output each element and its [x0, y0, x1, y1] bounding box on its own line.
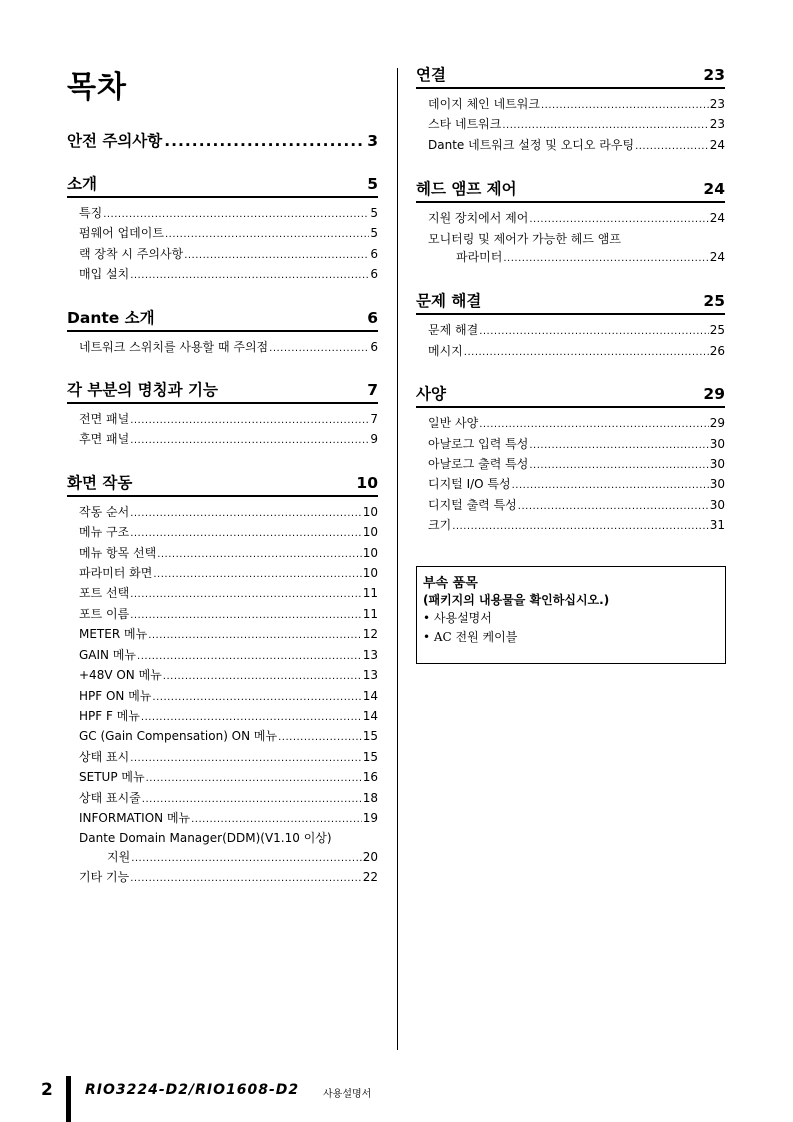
accessories-title: 부속 품목 [423, 576, 478, 591]
toc-entry-label: 전면 패널 [79, 412, 130, 427]
leader-dots [157, 546, 362, 564]
section-page: 5 [367, 175, 378, 193]
section-headamp [416, 178, 725, 268]
toc-entry[interactable] [67, 544, 378, 564]
toc-entry-page: 30 [709, 457, 725, 472]
toc-entry-page: 15 [362, 749, 378, 764]
toc-entry-page: 22 [362, 870, 378, 885]
toc-entry[interactable] [416, 455, 725, 475]
toc-entry-label: 작동 순서 [79, 504, 130, 519]
leader-dots [130, 870, 362, 888]
toc-entry[interactable] [67, 265, 378, 285]
toc-entry[interactable] [67, 523, 378, 543]
toc-entry-label: 상태 표시줄 [79, 790, 141, 805]
page-number: 2 [41, 1080, 53, 1100]
section-intro [67, 173, 378, 286]
toc-entry-page: 6 [370, 246, 378, 261]
section-page: 24 [703, 180, 725, 199]
toc-entry-label: SETUP 메뉴 [79, 770, 145, 785]
toc-entry[interactable] [67, 687, 378, 707]
page-title: 목차 [67, 70, 127, 105]
toc-entry-line1[interactable] [416, 230, 725, 248]
toc-entry-label: Dante 네트워크 설정 및 오디오 라우팅 [428, 137, 635, 152]
leader-dots [184, 247, 369, 265]
leader-dots [191, 811, 362, 829]
toc-entry-label: 모니터링 및 제어가 가능한 헤드 앰프 [428, 231, 621, 246]
toc-entry-page: 18 [362, 790, 378, 805]
section-page: 10 [356, 473, 378, 492]
leader-dots [541, 97, 709, 115]
toc-entry-label: 상태 표시 [79, 749, 130, 764]
footer-manual-label: 사용설명서 [323, 1089, 372, 1100]
toc-entry[interactable] [67, 224, 378, 244]
section-heading[interactable] [67, 379, 378, 404]
toc-entry[interactable] [416, 475, 725, 495]
toc-entry-page: 10 [362, 566, 378, 581]
toc-entry-page: 15 [362, 729, 378, 744]
toc-entry-label: 네트워크 스위치를 사용할 때 주의점 [79, 339, 269, 354]
toc-entry-page: 30 [709, 436, 725, 451]
toc-entry[interactable] [67, 410, 378, 430]
toc-entry-page: 5 [370, 226, 378, 241]
toc-entry-page: 26 [709, 343, 725, 358]
toc-entry-label: 아날로그 입력 특성 [428, 436, 529, 451]
leader-dots [452, 518, 709, 536]
section-heading[interactable] [67, 472, 378, 497]
toc-entry-label: 특징 [79, 206, 103, 220]
leader-dots [503, 250, 708, 268]
toc-entry[interactable] [416, 414, 725, 434]
toc-entry-page: 13 [362, 647, 378, 662]
section-heading[interactable] [416, 290, 725, 315]
toc-entry-label: 기타 기능 [79, 870, 130, 885]
footer-model-name: RIO3224-D2/RIO1608-D2 [85, 1082, 300, 1098]
toc-entry-label: INFORMATION 메뉴 [79, 810, 191, 825]
leader-dots [529, 437, 708, 455]
section-title: 화면 작동 [67, 473, 133, 492]
toc-entry[interactable] [67, 707, 378, 727]
toc-entry-ddm-line1[interactable] [67, 829, 378, 847]
leader-dots [635, 138, 709, 156]
section-heading[interactable] [416, 178, 725, 203]
leader-dots [130, 525, 362, 543]
section-heading[interactable] [67, 173, 378, 198]
leader-dots [130, 505, 362, 523]
toc-entry-page: 23 [709, 117, 725, 132]
leader-dots [479, 323, 709, 341]
leader-dots [131, 850, 362, 868]
section-title: 연결 [416, 66, 446, 84]
section-title: 각 부분의 명칭과 기능 [67, 381, 218, 400]
accessories-subtitle: (패키지의 내용물을 확인하십시오.) [423, 593, 610, 607]
accessory-item: • AC 전원 케이블 [423, 630, 518, 644]
toc-left-column [67, 130, 378, 889]
section-parts [67, 379, 378, 451]
toc-entry-label: 포트 선택 [79, 586, 130, 601]
toc-entry-label: 파라미터 [456, 250, 503, 265]
toc-entry[interactable] [67, 666, 378, 686]
section-page: 6 [367, 308, 378, 327]
leader-dots [164, 130, 365, 152]
toc-entry[interactable] [67, 605, 378, 625]
toc-entry[interactable] [67, 430, 378, 450]
leader-dots [153, 566, 361, 584]
leader-dots [278, 729, 362, 747]
toc-entry-page: 23 [709, 97, 725, 111]
toc-entry[interactable] [67, 625, 378, 645]
toc-entry-label: HPF F 메뉴 [79, 708, 140, 723]
leader-dots [142, 791, 362, 809]
leader-dots [518, 498, 709, 516]
toc-entry-label: 메시지 [428, 343, 463, 358]
toc-entry-label: 파라미터 화면 [79, 566, 153, 581]
toc-entry-label: 지원 [107, 849, 131, 864]
section-troubleshooting [416, 290, 725, 362]
section-title: 사양 [416, 385, 446, 404]
toc-entry-label: METER 메뉴 [79, 627, 148, 642]
toc-entry-page: 20 [362, 849, 378, 864]
toc-entry-label: 포트 이름 [79, 606, 130, 621]
toc-entry[interactable] [67, 727, 378, 747]
toc-entry-label: HPF ON 메뉴 [79, 688, 152, 703]
toc-entry[interactable] [67, 789, 378, 809]
toc-entry[interactable] [416, 209, 725, 229]
section-specs [416, 383, 725, 536]
toc-entry[interactable] [67, 245, 378, 265]
toc-entry-page: 10 [362, 525, 378, 540]
toc-entry-label: 매입 설치 [79, 267, 130, 282]
toc-entry-page: 5 [370, 206, 378, 220]
section-connection [416, 64, 725, 156]
toc-entry-label: +48V ON 메뉴 [79, 668, 162, 683]
toc-entry[interactable] [416, 95, 725, 115]
toc-entry[interactable] [416, 496, 725, 516]
toc-entry-page: 3 [367, 132, 378, 150]
footer-bar [66, 1076, 71, 1122]
toc-entry-label: 디지털 I/O 특성 [428, 477, 511, 492]
toc-entry[interactable] [416, 342, 725, 362]
toc-entry-page: 24 [709, 211, 725, 226]
accessories-box [416, 566, 726, 664]
toc-entry-page: 7 [370, 412, 378, 427]
toc-entry[interactable] [67, 748, 378, 768]
toc-entry-page: 11 [362, 606, 378, 621]
toc-entry-label: 스타 네트워크 [428, 117, 502, 132]
column-divider [397, 68, 398, 1050]
toc-entry[interactable] [416, 435, 725, 455]
section-screen [67, 472, 378, 889]
toc-entry-page: 25 [709, 323, 725, 338]
leader-dots [103, 206, 369, 224]
section-title: 문제 해결 [416, 292, 482, 311]
toc-entry-safety[interactable] [67, 130, 378, 152]
leader-dots [148, 627, 362, 645]
leader-dots [130, 267, 369, 285]
leader-dots [269, 340, 369, 358]
toc-entry-label: 랙 장착 시 주의사항 [79, 246, 184, 261]
leader-dots [141, 709, 362, 727]
toc-entry-page: 24 [709, 137, 725, 152]
section-heading[interactable] [416, 64, 725, 89]
toc-entry-label: 데이지 체인 네트워크 [428, 97, 540, 111]
toc-entry-label: GAIN 메뉴 [79, 647, 137, 662]
toc-entry-line2[interactable] [416, 248, 725, 268]
toc-entry-page: 11 [362, 586, 378, 601]
leader-dots [165, 226, 369, 244]
section-title: Dante 소개 [67, 308, 155, 327]
leader-dots [529, 211, 708, 229]
toc-entry-page: 14 [362, 688, 378, 703]
toc-entry-page: 31 [709, 518, 725, 533]
leader-dots [512, 477, 709, 495]
toc-entry-page: 14 [362, 708, 378, 723]
leader-dots [130, 412, 369, 430]
toc-entry[interactable] [416, 115, 725, 135]
leader-dots [152, 689, 361, 707]
toc-entry[interactable] [416, 321, 725, 341]
toc-entry-page: 30 [709, 477, 725, 492]
leader-dots [502, 117, 708, 135]
toc-entry-label: Dante Domain Manager(DDM)(V1.10 이상) [79, 831, 332, 846]
toc-entry-label: 아날로그 출력 특성 [428, 457, 529, 472]
toc-entry-page: 10 [362, 545, 378, 560]
toc-entry-label: 크기 [428, 518, 452, 533]
section-title: 소개 [67, 175, 97, 193]
leader-dots [130, 607, 362, 625]
toc-entry-label: 펌웨어 업데이트 [79, 226, 164, 241]
leader-dots [163, 668, 362, 686]
toc-entry-label: 디지털 출력 특성 [428, 497, 517, 512]
accessory-item: • 사용설명서 [423, 611, 492, 625]
toc-entry-page: 13 [362, 668, 378, 683]
toc-entry[interactable] [67, 338, 378, 358]
section-page: 23 [703, 66, 725, 84]
leader-dots [130, 586, 362, 604]
toc-entry-label: 안전 주의사항 [67, 132, 163, 150]
leader-dots [146, 770, 362, 788]
toc-entry-page: 6 [370, 339, 378, 354]
toc-entry-page: 6 [370, 267, 378, 282]
section-heading[interactable] [67, 307, 378, 332]
toc-entry-label: 지원 장치에서 제어 [428, 211, 529, 226]
toc-entry-page: 10 [362, 504, 378, 519]
toc-entry[interactable] [416, 516, 725, 536]
section-dante [67, 307, 378, 358]
section-heading[interactable] [416, 383, 725, 408]
section-page: 25 [703, 292, 725, 311]
toc-entry[interactable] [67, 503, 378, 523]
toc-entry[interactable] [67, 809, 378, 829]
section-page: 29 [703, 385, 725, 404]
leader-dots [130, 750, 362, 768]
toc-right-column [416, 64, 725, 537]
leader-dots [529, 457, 708, 475]
toc-entry[interactable] [416, 136, 725, 156]
toc-entry[interactable] [67, 204, 378, 224]
toc-entry[interactable] [67, 564, 378, 584]
toc-entry[interactable] [67, 584, 378, 604]
toc-entry-page: 9 [370, 432, 378, 447]
toc-entry-page: 29 [709, 416, 725, 431]
toc-entry-page: 19 [362, 810, 378, 825]
toc-entry-label: GC (Gain Compensation) ON 메뉴 [79, 729, 278, 744]
leader-dots [479, 416, 709, 434]
toc-entry-page: 16 [362, 770, 378, 785]
toc-entry[interactable] [67, 868, 378, 888]
toc-entry-label: 메뉴 구조 [79, 525, 130, 540]
toc-entry-ddm-line2[interactable] [67, 848, 378, 868]
toc-entry-page: 12 [362, 627, 378, 642]
leader-dots [130, 432, 369, 450]
toc-entry[interactable] [67, 768, 378, 788]
section-title: 헤드 앰프 제어 [416, 180, 517, 199]
leader-dots [137, 648, 362, 666]
toc-entry-label: 후면 패널 [79, 432, 130, 447]
toc-entry-label: 일반 사양 [428, 416, 479, 431]
toc-entry[interactable] [67, 646, 378, 666]
toc-entry-page: 24 [709, 250, 725, 265]
leader-dots [464, 344, 709, 362]
toc-entry-label: 문제 해결 [428, 323, 479, 338]
toc-entry-page: 30 [709, 497, 725, 512]
toc-entry-label: 메뉴 항목 선택 [79, 545, 157, 560]
section-page: 7 [367, 381, 378, 400]
